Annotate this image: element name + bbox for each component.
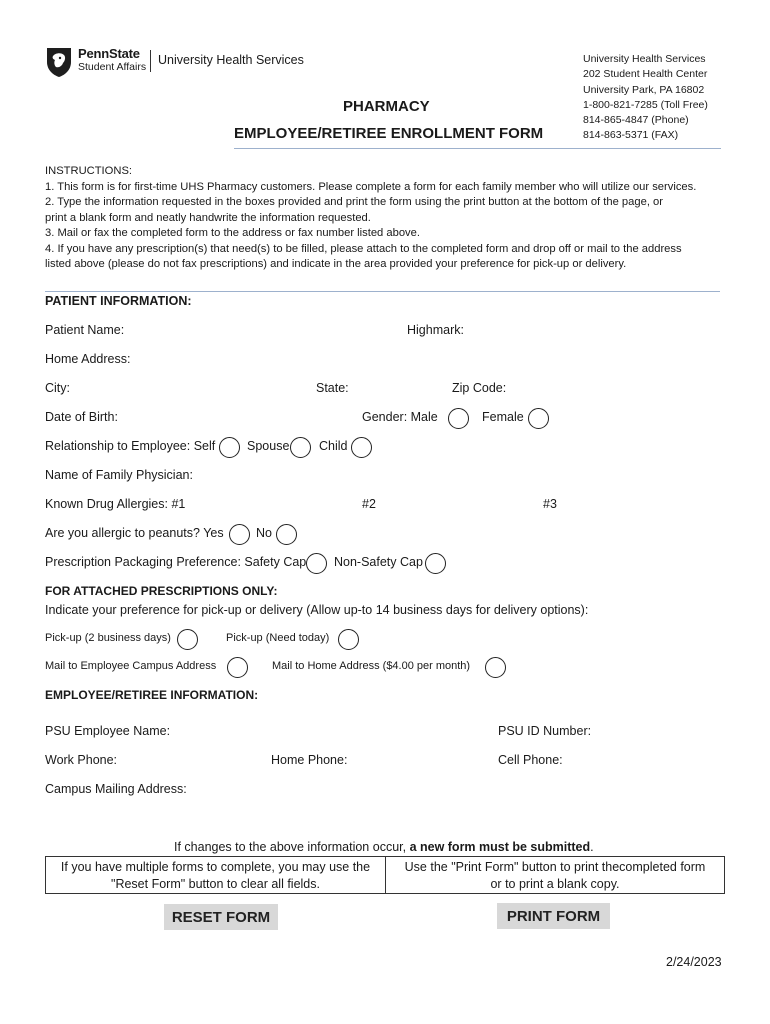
pickup-2-days-radio[interactable] [177,629,198,650]
packaging-safety-label: Prescription Packaging Preference: Safety Cap [45,555,307,569]
instructions-heading: INSTRUCTIONS: [45,165,133,177]
logo-subtitle: Student Affairs [78,61,147,73]
new-form-notice [174,840,594,854]
peanut-allergy-yes-radio[interactable] [229,524,250,545]
relationship-spouse-radio[interactable] [290,437,311,458]
notice-suffix: . [590,840,594,854]
reset-note-line: If you have multiple forms to complete, you may use the [60,860,371,874]
reset-note-line: "Reset Form" button to clear all fields. [111,877,320,891]
drug-allergy-3-label: #3 [543,497,557,511]
employee-section-heading: EMPLOYEE/RETIREE INFORMATION: [45,688,259,702]
drug-allergy-2-label: #2 [362,497,376,511]
gender-female-radio[interactable] [528,408,549,429]
logo-wordmark: PennState [78,46,140,61]
cell-phone-label: Cell Phone: [498,753,563,767]
psu-employee-name-label: PSU Employee Name: [45,724,171,738]
address-line: 814-863-5371 (FAX) [583,129,679,142]
prescriptions-instruction: Indicate your preference for pick-up or delivery (Allow up-to 14 business days for delivery options): [45,603,589,617]
gender-male-label: Gender: Male [362,410,438,424]
patient-section-heading: PATIENT INFORMATION: [45,294,192,308]
reset-form-button[interactable]: RESET FORM [164,904,278,930]
gender-female-label: Female [482,410,524,424]
section-divider [45,291,720,292]
city-label: City: [45,381,70,395]
mail-home-radio[interactable] [485,657,506,678]
relationship-child-radio[interactable] [351,437,372,458]
peanut-allergy-no-label: No [256,526,272,540]
print-note-line: or to print a blank copy. [490,877,620,891]
instruction-line: listed above (please do not fax prescriptions) and indicate in the area provided your preference for pick-up or delivery. [45,258,627,270]
state-label: State: [316,381,349,395]
home-phone-label: Home Phone: [271,753,348,767]
psu-id-label: PSU ID Number: [498,724,592,738]
address-line: 814-865-4847 (Phone) [583,114,689,127]
unit-name: University Health Services [158,53,304,67]
family-physician-label: Name of Family Physician: [45,468,193,482]
peanut-allergy-yes-label: Are you allergic to peanuts? Yes [45,526,224,540]
address-line: University Park, PA 16802 [583,83,705,96]
instructions [45,164,696,273]
reset-note [46,859,385,893]
mail-campus-label: Mail to Employee Campus Address [45,660,217,672]
relationship-self-label: Relationship to Employee: Self [45,439,216,453]
gender-male-radio[interactable] [448,408,469,429]
print-note [386,859,724,893]
instruction-line: 4. If you have any prescription(s) that need(s) to be filled, please attach to the completed form and drop off or mail to the address [45,242,682,255]
instruction-line: 3. Mail or fax the completed form to the address or fax number listed above. [45,227,420,239]
packaging-non-safety-label: Non-Safety Cap [334,555,423,569]
print-form-button[interactable]: PRINT FORM [497,903,610,929]
instruction-line: print a blank form and neatly handwrite the information requested. [45,211,371,224]
packaging-non-safety-radio[interactable] [425,553,446,574]
work-phone-label: Work Phone: [45,753,118,767]
pickup-2-days-label: Pick-up (2 business days) [45,632,171,644]
mail-campus-radio[interactable] [227,657,248,678]
campus-mailing-address-label: Campus Mailing Address: [45,782,187,796]
address-line: 202 Student Health Center [583,68,708,81]
address-line: University Health Services [583,53,706,65]
peanut-allergy-no-radio[interactable] [276,524,297,545]
relationship-spouse-label: Spouse [247,439,290,453]
form-title-line1: PHARMACY [343,98,430,115]
relationship-child-label: Child [319,439,348,453]
pennstate-logo [45,46,73,78]
prescriptions-section-heading: FOR ATTACHED PRESCRIPTIONS ONLY: [45,584,278,598]
form-title-line2: EMPLOYEE/RETIREE ENROLLMENT FORM [234,125,544,142]
nittany-lion-shield-icon [45,46,73,78]
pickup-today-label: Pick-up (Need today) [226,632,330,644]
highmark-label: Highmark: [407,323,464,337]
instruction-line: 2. Type the information requested in the boxes provided and print the form using the print button at the bottom of the page, or [45,196,663,208]
patient-name-label: Patient Name: [45,323,125,337]
packaging-safety-radio[interactable] [306,553,327,574]
home-address-label: Home Address: [45,352,131,366]
address-block [583,52,708,144]
instruction-line: 1. This form is for first-time UHS Pharmacy customers. Please complete a form for each family member who will utilize our services. [45,180,697,193]
address-line: 1-800-821-7285 (Toll Free) [583,98,708,111]
logo-divider [150,50,151,72]
mail-home-label: Mail to Home Address ($4.00 per month) [272,660,471,672]
pickup-today-radio[interactable] [338,629,359,650]
dob-label: Date of Birth: [45,410,118,424]
relationship-self-radio[interactable] [219,437,240,458]
header-divider [234,148,721,149]
notice-prefix: If changes to the above information occur, [174,840,410,854]
zip-code-label: Zip Code: [452,381,507,395]
revision-date: 2/24/2023 [666,955,722,969]
notice-bold: a new form must be submitted [409,840,591,854]
print-note-line: Use the "Print Form" button to print thecompleted form [404,860,706,874]
drug-allergy-1-label: Known Drug Allergies: #1 [45,497,186,511]
